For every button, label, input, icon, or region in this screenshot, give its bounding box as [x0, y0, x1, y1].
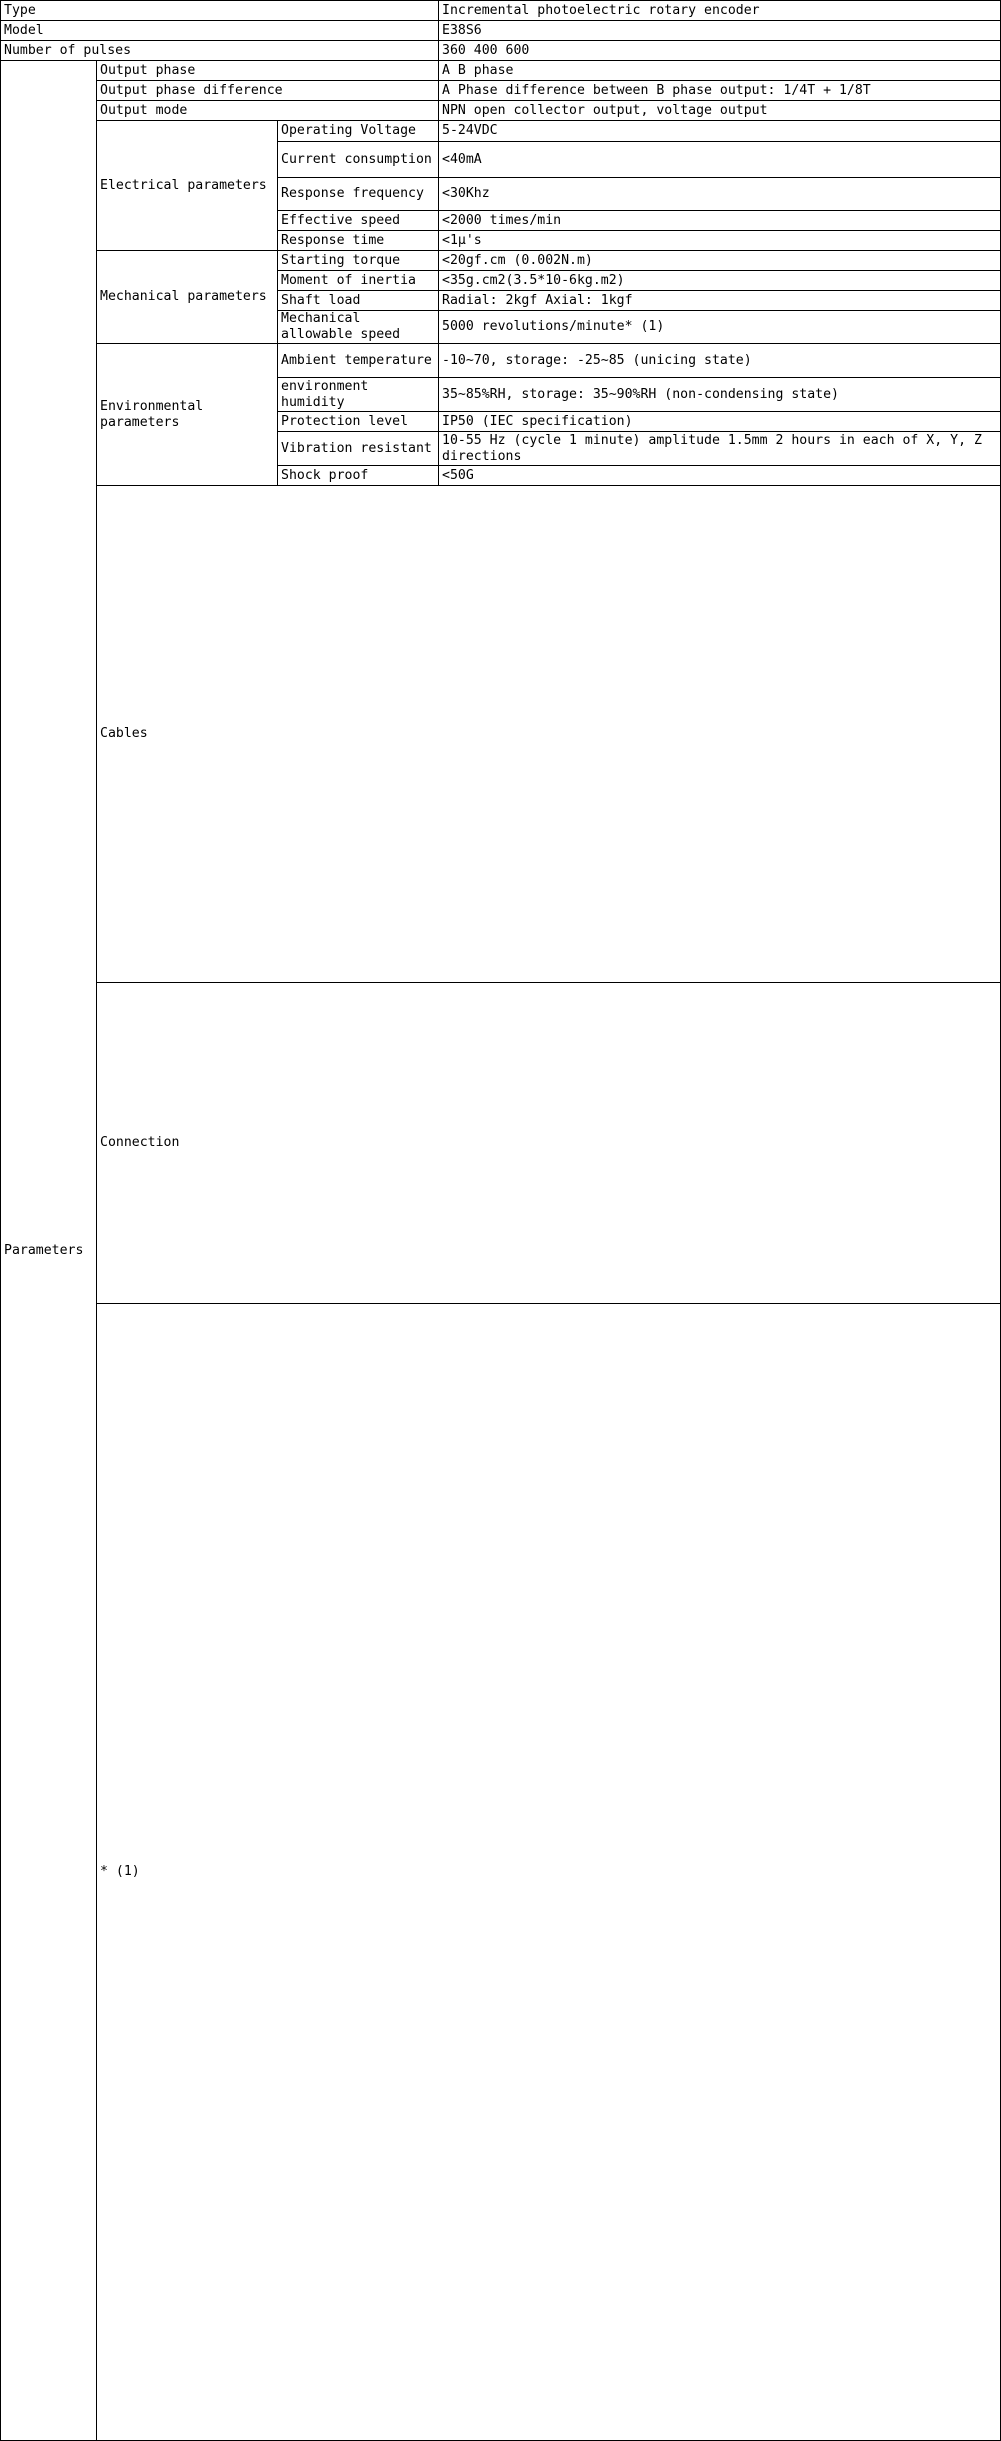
mechanical-allowable-speed-value: 5000 revolutions/minute* (1): [439, 311, 1001, 344]
shock-proof-value: <50G: [439, 466, 1001, 486]
protection-level-value: IP50 (IEC specification): [439, 412, 1001, 432]
operating-voltage-label: Operating Voltage: [278, 121, 439, 142]
cables-label: Cables: [97, 486, 1001, 983]
output-phase-label: Output phase: [97, 61, 439, 81]
environment-humidity-label: environment humidity: [278, 378, 439, 412]
row-pulses: [1, 41, 1001, 61]
response-time-label: Response time: [278, 231, 439, 251]
response-frequency-value: <30Khz: [439, 178, 1001, 211]
shaft-load-value: Radial: 2kgf Axial: 1kgf: [439, 291, 1001, 311]
electrical-group-label: Electrical parameters: [97, 121, 278, 251]
starting-torque-value: <20gf.cm (0.002N.m): [439, 251, 1001, 271]
starting-torque-label: Starting torque: [278, 251, 439, 271]
pulses-value: 360 400 600: [439, 41, 1001, 61]
output-phase-difference-label: Output phase difference: [97, 81, 439, 101]
parameters-label: Parameters: [1, 61, 97, 2441]
connection-label: Connection: [97, 983, 1001, 1304]
vibration-resistant-value: 10-55 Hz (cycle 1 minute) amplitude 1.5mm 2 hours in each of X, Y, Z directions: [439, 432, 1001, 466]
row-cables: [1, 486, 1001, 983]
shaft-load-label: Shaft load: [278, 291, 439, 311]
current-consumption-value: <40mA: [439, 142, 1001, 178]
mechanical-group-label: Mechanical parameters: [97, 251, 278, 344]
environment-humidity-value: 35~85%RH, storage: 35~90%RH (non-condensing state): [439, 378, 1001, 412]
output-mode-label: Output mode: [97, 101, 439, 121]
type-value: Incremental photoelectric rotary encoder: [439, 1, 1001, 21]
effective-speed-value: <2000 times/min: [439, 211, 1001, 231]
output-phase-value: A B phase: [439, 61, 1001, 81]
row-connection: [1, 983, 1001, 1304]
mechanical-allowable-speed-label: Mechanical allowable speed: [278, 311, 439, 344]
row-model: [1, 21, 1001, 41]
protection-level-label: Protection level: [278, 412, 439, 432]
response-time-value: <1μ's: [439, 231, 1001, 251]
row-operating-voltage: [1, 121, 1001, 142]
output-phase-difference-value: A Phase difference between B phase output: 1/4T + 1/8T: [439, 81, 1001, 101]
ambient-temperature-label: Ambient temperature: [278, 344, 439, 378]
vibration-resistant-label: Vibration resistant: [278, 432, 439, 466]
ambient-temperature-value: -10~70, storage: -25~85 (unicing state): [439, 344, 1001, 378]
shock-proof-label: Shock proof: [278, 466, 439, 486]
effective-speed-label: Effective speed: [278, 211, 439, 231]
pulses-label: Number of pulses: [1, 41, 439, 61]
row-type: [1, 1, 1001, 21]
response-frequency-label: Response frequency: [278, 178, 439, 211]
operating-voltage-value: 5-24VDC: [439, 121, 1001, 142]
model-label: Model: [1, 21, 439, 41]
row-output-mode: [1, 101, 1001, 121]
row-ambient-temperature: [1, 344, 1001, 378]
model-value: E38S6: [439, 21, 1001, 41]
moment-of-inertia-label: Moment of inertia: [278, 271, 439, 291]
type-label: Type: [1, 1, 439, 21]
moment-of-inertia-value: <35g.cm2(3.5*10-6kg.m2): [439, 271, 1001, 291]
row-note: [1, 1304, 1001, 2441]
row-starting-torque: [1, 251, 1001, 271]
environmental-group-label: Environmental parameters: [97, 344, 278, 486]
current-consumption-label: Current consumption: [278, 142, 439, 178]
note-label: * (1): [97, 1304, 1001, 2441]
row-output-phase-difference: [1, 81, 1001, 101]
output-mode-value: NPN open collector output, voltage output: [439, 101, 1001, 121]
row-output-phase: [1, 61, 1001, 81]
